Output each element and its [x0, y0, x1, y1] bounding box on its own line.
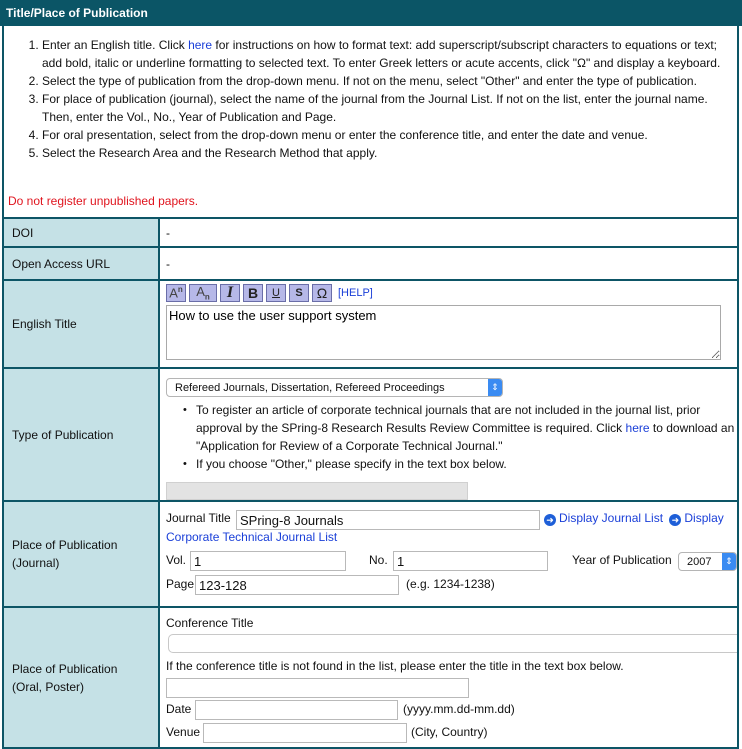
open-access-label: Open Access URL	[3, 247, 159, 280]
instruction-text: for instructions on how to format text: add superscript/subscript characters to equations or text; add bold, italic or underline formatting to selected text. To enter Greek letters or acute accents, click "Ω" and display a keyboard.	[42, 38, 721, 70]
select-arrows-icon: ⇕	[488, 379, 502, 396]
row-type-of-publication	[3, 368, 738, 501]
page-label: Page	[166, 577, 195, 591]
row-open-access	[3, 247, 738, 280]
publication-type-selected: Refereed Journals, Dissertation, Refereed Proceedings	[175, 381, 445, 394]
omega-keyboard-button[interactable]	[312, 284, 332, 302]
place-oral-label	[3, 607, 159, 748]
doi-value: -	[159, 218, 738, 247]
place-journal-label-line2: (Journal)	[12, 556, 60, 570]
english-title-label: English Title	[3, 280, 159, 368]
bold-button[interactable]	[243, 284, 263, 302]
conference-title-label: Conference Title	[166, 616, 254, 630]
instruction-text: Enter an English title. Click	[42, 38, 189, 52]
no-input[interactable]: 1	[393, 551, 548, 571]
application-download-link[interactable]: here	[625, 421, 650, 435]
instruction-item: 3. For place of publication (journal), select the name of the journal from the Journal List. If not on the list, enter the journal name. Then, enter the Vol., No., Year of Publication and Page.	[42, 90, 732, 126]
format-toolbar	[166, 284, 737, 302]
journal-title-label: Journal Title	[166, 511, 231, 525]
english-title-cell	[159, 280, 738, 368]
warning-text: Do not register unpublished papers.	[8, 194, 199, 208]
superscript-mark: n	[177, 285, 183, 295]
italic-button[interactable]	[220, 284, 240, 302]
arrow-circle-icon: ➜	[669, 514, 681, 526]
date-label: Date	[166, 702, 192, 716]
conference-not-found-note: If the conference title is not found in the list, please enter the title in the text box below.	[166, 659, 624, 673]
conference-title-input[interactable]	[166, 678, 469, 698]
superscript-button[interactable]	[166, 284, 186, 302]
year-selected: 2007	[687, 555, 712, 568]
instructions	[4, 26, 736, 218]
conference-title-select[interactable]	[168, 634, 738, 653]
arrow-circle-icon: ➜	[544, 514, 556, 526]
publication-notes	[166, 401, 737, 473]
omega-icon: Ω	[316, 285, 328, 301]
subscript-mark: n	[204, 292, 210, 302]
date-input[interactable]	[195, 700, 398, 720]
note-text: To register an article of corporate technical journals that are not included in the journal list, prior approval by the SPring-8 Research Results Review Committee is required. Click	[196, 403, 701, 435]
type-of-publication-cell	[159, 368, 738, 501]
superscript-glyph: A	[169, 285, 178, 301]
year-select[interactable]	[678, 552, 737, 571]
strike-button[interactable]	[289, 284, 309, 302]
other-type-input[interactable]	[166, 482, 468, 500]
section-header: Title/Place of Publication	[0, 0, 742, 26]
row-place-oral	[3, 607, 738, 748]
instruction-item: 2. Select the type of publication from the drop-down menu. If not on the menu, select "Other" and enter the type of publication.	[42, 72, 732, 90]
instruction-item	[42, 36, 732, 72]
place-oral-cell	[159, 607, 738, 748]
display-corporate-link-part1[interactable]: Display	[684, 511, 724, 525]
journal-title-input[interactable]: SPring-8 Journals	[236, 510, 540, 530]
venue-label: Venue	[166, 725, 201, 739]
display-journal-list-link[interactable]: Display Journal List	[559, 511, 664, 525]
open-access-value: -	[159, 247, 738, 280]
publication-type-select[interactable]	[166, 378, 503, 397]
instruction-item: 5. Select the Research Area and the Research Method that apply.	[42, 144, 732, 162]
place-journal-cell	[159, 501, 738, 607]
display-corporate-link-part2[interactable]: Corporate Technical Journal List	[166, 530, 338, 544]
page-input[interactable]: 123-128	[195, 575, 399, 595]
place-oral-label-line2: (Oral, Poster)	[12, 679, 85, 694]
journal-links	[544, 511, 724, 526]
bold-icon: B	[247, 285, 259, 301]
publication-form	[2, 217, 739, 749]
vol-label: Vol.	[166, 553, 187, 567]
date-hint: (yyyy.mm.dd-mm.dd)	[403, 702, 515, 716]
year-label: Year of Publication	[572, 553, 672, 567]
place-journal-label-line1: Place of Publication	[12, 538, 118, 552]
subscript-button[interactable]	[189, 284, 217, 302]
format-help-link[interactable]: here	[188, 38, 213, 52]
underline-icon: U	[272, 287, 280, 299]
row-english-title	[3, 280, 738, 368]
subscript-icon	[196, 284, 210, 302]
page-hint: (e.g. 1234-1238)	[406, 577, 495, 591]
instruction-list	[4, 36, 732, 162]
english-title-input[interactable]	[166, 305, 721, 360]
strike-icon: S	[295, 287, 303, 299]
row-doi	[3, 218, 738, 247]
superscript-icon	[169, 285, 183, 300]
place-oral-label-line1: Place of Publication	[12, 661, 118, 676]
note-text: to download an "Application for Review of a Corporate Technical Journal."	[196, 421, 735, 453]
doi-label: DOI	[3, 218, 159, 247]
help-link[interactable]: [HELP]	[338, 287, 373, 299]
underline-button[interactable]	[266, 284, 286, 302]
row-place-journal	[3, 501, 738, 607]
type-of-publication-label: Type of Publication	[3, 368, 159, 501]
no-label: No.	[369, 553, 388, 567]
note-item: • If you choose "Other," please specify in the text box below.	[196, 455, 737, 473]
place-journal-label	[3, 501, 159, 607]
note-item	[196, 401, 737, 455]
venue-hint: (City, Country)	[411, 725, 488, 739]
vol-input[interactable]: 1	[190, 551, 346, 571]
subscript-glyph: A	[196, 284, 205, 300]
instruction-item: 4. For oral presentation, select from the drop-down menu or enter the conference title, and enter the date and venue.	[42, 126, 732, 144]
italic-icon: I	[226, 284, 234, 301]
select-arrows-icon: ⇕	[722, 553, 736, 570]
venue-input[interactable]	[203, 723, 407, 743]
